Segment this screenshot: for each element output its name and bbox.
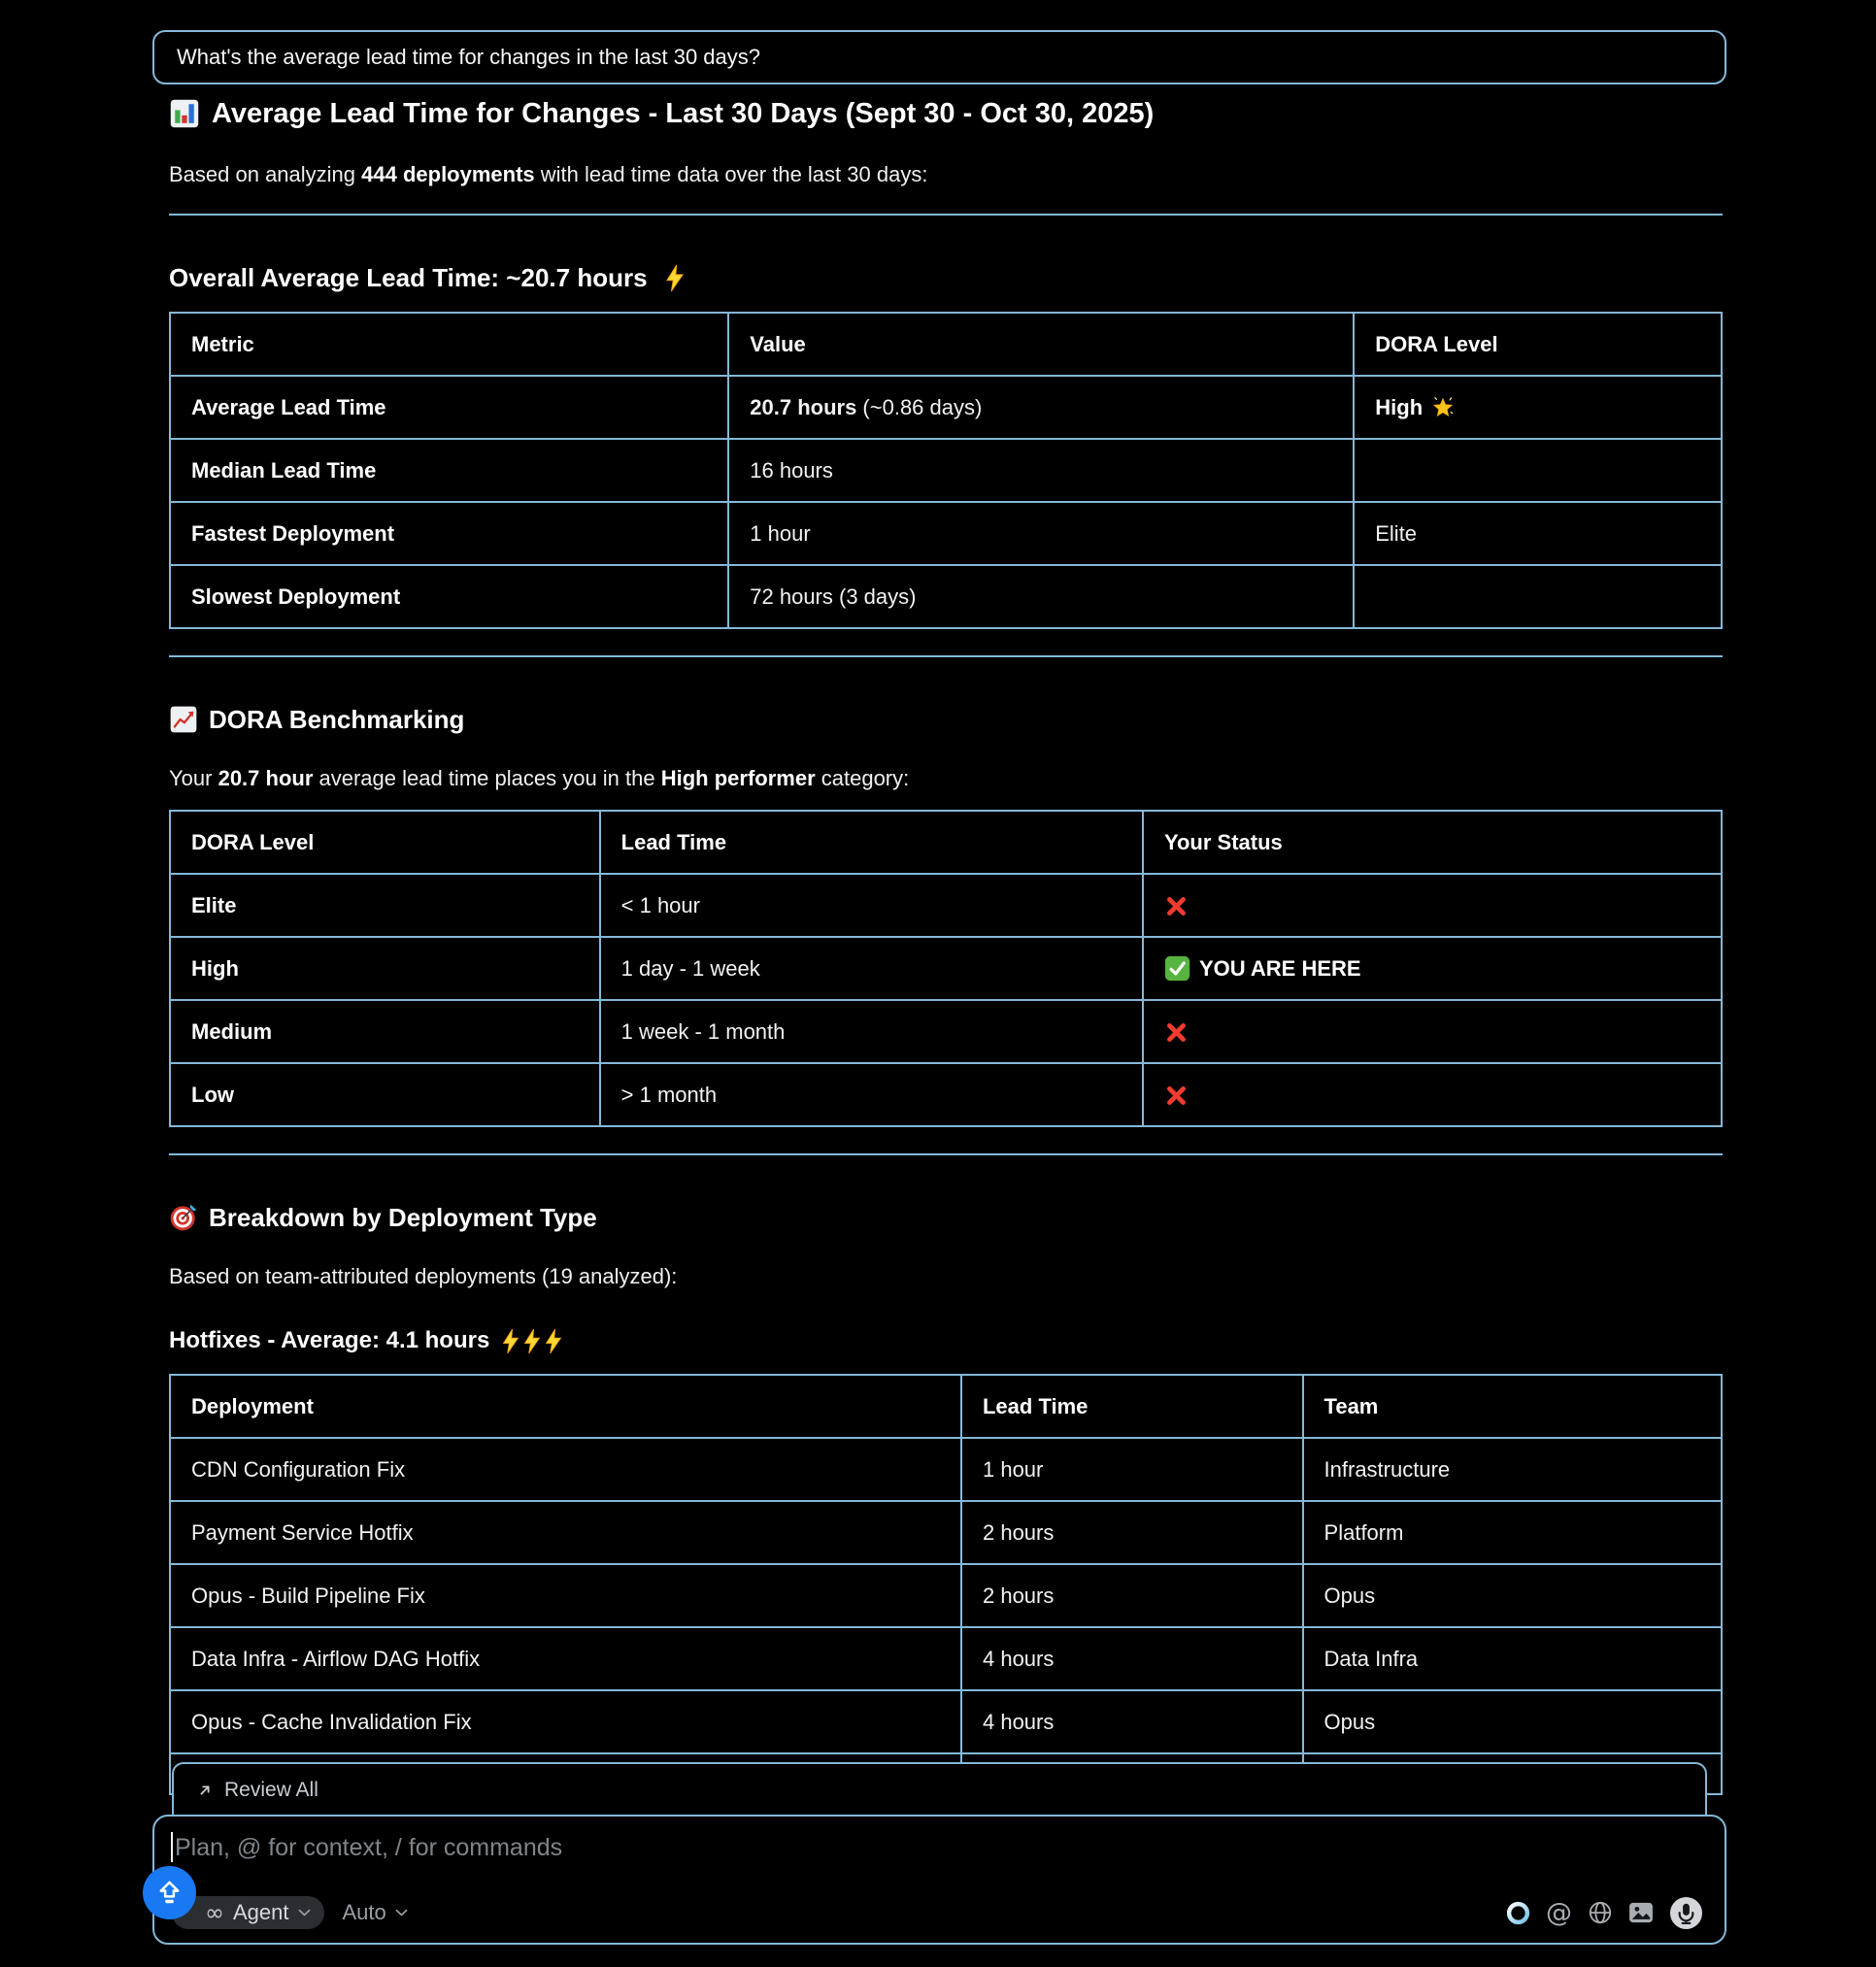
column-header: Lead Time — [961, 1375, 1303, 1438]
dora-intro: Your 20.7 hour average lead time places you in the High performer category: — [169, 766, 910, 790]
status-cell — [1143, 874, 1722, 937]
high-voltage-icon — [544, 1328, 563, 1354]
composer — [152, 1815, 1726, 1945]
column-header: Metric — [170, 313, 728, 376]
table-row — [170, 1690, 1722, 1753]
dora-level-cell: High — [1354, 376, 1722, 439]
table-row — [170, 1063, 1722, 1126]
deployment-cell: Data Infra - Airflow DAG Hotfix — [170, 1627, 961, 1690]
dora-level-cell: High — [170, 937, 600, 1000]
dora-level-cell: Medium — [170, 1000, 600, 1063]
report-title-text: Average Lead Time for Changes - Last 30 Days (Sept 30 - Oct 30, 2025) — [212, 98, 1155, 129]
send-button[interactable] — [143, 1866, 196, 1919]
column-header: Lead Time — [600, 811, 1143, 874]
lead-time-cell: 1 day - 1 week — [600, 937, 1143, 1000]
section-divider — [169, 655, 1723, 657]
overall-heading — [169, 262, 1723, 293]
team-cell: Infrastructure — [1303, 1438, 1722, 1501]
review-all-label: Review All — [224, 1779, 318, 1801]
team-cell: Opus — [1303, 1690, 1722, 1753]
globe-icon[interactable] — [1588, 1900, 1613, 1925]
hotfixes-table — [169, 1374, 1723, 1795]
report-intro: Based on analyzing 444 deployments with lead time data over the last 30 days: — [169, 162, 928, 186]
deployment-cell: Opus - Cache Invalidation Fix — [170, 1690, 961, 1753]
model-selector-label: Auto — [342, 1900, 386, 1924]
deployment-cell: Payment Service Hotfix — [170, 1501, 961, 1564]
value-cell: 16 hours — [728, 439, 1354, 502]
hotfixes-heading-text: Hotfixes - Average: 4.1 hours — [169, 1327, 490, 1353]
dora-level-cell: Low — [170, 1063, 600, 1126]
table-row — [170, 439, 1722, 502]
cross-mark-icon — [1164, 1084, 1189, 1108]
table-row — [170, 1000, 1722, 1063]
table-row — [170, 874, 1722, 937]
deployment-cell: Opus - Build Pipeline Fix — [170, 1564, 961, 1627]
cross-mark-icon — [1164, 894, 1189, 918]
lead-time-cell: 2 hours — [961, 1564, 1303, 1627]
lead-time-cell: 1 week - 1 month — [600, 1000, 1143, 1063]
status-cell — [1143, 1000, 1722, 1063]
dora-level-cell — [1354, 565, 1722, 628]
infinity-icon: ∞ — [205, 1899, 224, 1926]
breakdown-intro: Based on team-attributed deployments (19 analyzed): — [169, 1264, 678, 1288]
user-message-text: What's the average lead time for changes in the last 30 days? — [177, 45, 760, 69]
status-cell: YOU ARE HERE — [1143, 937, 1722, 1000]
chevron-down-icon — [395, 1909, 408, 1917]
lead-time-cell: < 1 hour — [600, 874, 1143, 937]
table-row — [170, 1564, 1722, 1627]
metric-cell: Slowest Deployment — [170, 565, 728, 628]
dora-level-cell — [1354, 439, 1722, 502]
spinner-ring-icon[interactable] — [1506, 1901, 1530, 1925]
chat-input[interactable] — [175, 1829, 1243, 1866]
column-header: DORA Level — [1354, 313, 1722, 376]
dora-level-cell: Elite — [1354, 502, 1722, 565]
chevron-down-icon — [298, 1909, 311, 1917]
metric-cell: Average Lead Time — [170, 376, 728, 439]
dora-benchmarking-heading — [169, 704, 1723, 735]
team-cell: Platform — [1303, 1501, 1722, 1564]
column-header: Your Status — [1143, 811, 1722, 874]
table-header-row — [170, 811, 1722, 874]
table-row — [170, 565, 1722, 628]
section-divider — [169, 1153, 1723, 1155]
column-header: Deployment — [170, 1375, 961, 1438]
bar-chart-icon — [169, 98, 200, 129]
check-mark-button-icon — [1164, 955, 1190, 982]
dora-benchmark-table — [169, 810, 1723, 1127]
assistant-response — [169, 84, 1723, 1795]
table-header-row — [170, 1375, 1722, 1438]
table-row — [170, 1438, 1722, 1501]
team-cell: Data Infra — [1303, 1627, 1722, 1690]
table-row — [170, 937, 1722, 1000]
image-icon[interactable] — [1628, 1902, 1654, 1923]
column-header: DORA Level — [170, 811, 600, 874]
breakdown-heading-text: Breakdown by Deployment Type — [209, 1203, 597, 1232]
column-header: Team — [1303, 1375, 1722, 1438]
lead-time-cell: 1 hour — [961, 1438, 1303, 1501]
dora-benchmarking-heading-text: DORA Benchmarking — [209, 705, 465, 734]
value-cell: 1 hour — [728, 502, 1354, 565]
table-header-row — [170, 313, 1722, 376]
upload-arrow-icon — [154, 1878, 184, 1908]
section-divider — [169, 214, 1723, 216]
text-caret — [171, 1832, 173, 1862]
table-row — [170, 1627, 1722, 1690]
overall-heading-text: Overall Average Lead Time: ~20.7 hours — [169, 263, 648, 292]
model-selector[interactable] — [343, 1900, 408, 1925]
metric-cell: Fastest Deployment — [170, 502, 728, 565]
deployment-cell: CDN Configuration Fix — [170, 1438, 961, 1501]
lead-time-cell: > 1 month — [600, 1063, 1143, 1126]
high-voltage-icon — [501, 1328, 520, 1354]
high-voltage-icon — [664, 264, 686, 292]
high-voltage-icon — [522, 1328, 542, 1354]
arrow-up-right-icon — [196, 1782, 214, 1799]
at-sign-icon[interactable]: @ — [1546, 1897, 1572, 1928]
table-row — [170, 1501, 1722, 1564]
microphone-icon[interactable] — [1669, 1896, 1703, 1930]
composer-toolbar — [154, 1895, 1725, 1930]
breakdown-heading — [169, 1202, 1723, 1233]
team-cell: Opus — [1303, 1564, 1722, 1627]
composer-actions — [1506, 1896, 1703, 1930]
overall-metrics-table — [169, 312, 1723, 629]
lead-time-cell: 4 hours — [961, 1690, 1303, 1753]
value-cell: 72 hours (3 days) — [728, 565, 1354, 628]
metric-cell: Median Lead Time — [170, 439, 728, 502]
lead-time-cell: 4 hours — [961, 1627, 1303, 1690]
table-row — [170, 502, 1722, 565]
table-row — [170, 376, 1722, 439]
chart-increasing-icon — [169, 705, 198, 734]
lead-time-cell: 2 hours — [961, 1501, 1303, 1564]
cross-mark-icon — [1164, 1020, 1189, 1045]
report-title — [169, 96, 1723, 131]
value-cell: 20.7 hours (~0.86 days) — [728, 376, 1354, 439]
user-message — [152, 30, 1726, 84]
status-cell — [1143, 1063, 1722, 1126]
direct-hit-icon — [169, 1203, 198, 1232]
column-header: Value — [728, 313, 1354, 376]
agent-mode-label: Agent — [233, 1900, 289, 1924]
glowing-star-icon — [1430, 394, 1456, 419]
hotfixes-heading — [169, 1326, 1723, 1355]
dora-level-cell: Elite — [170, 874, 600, 937]
